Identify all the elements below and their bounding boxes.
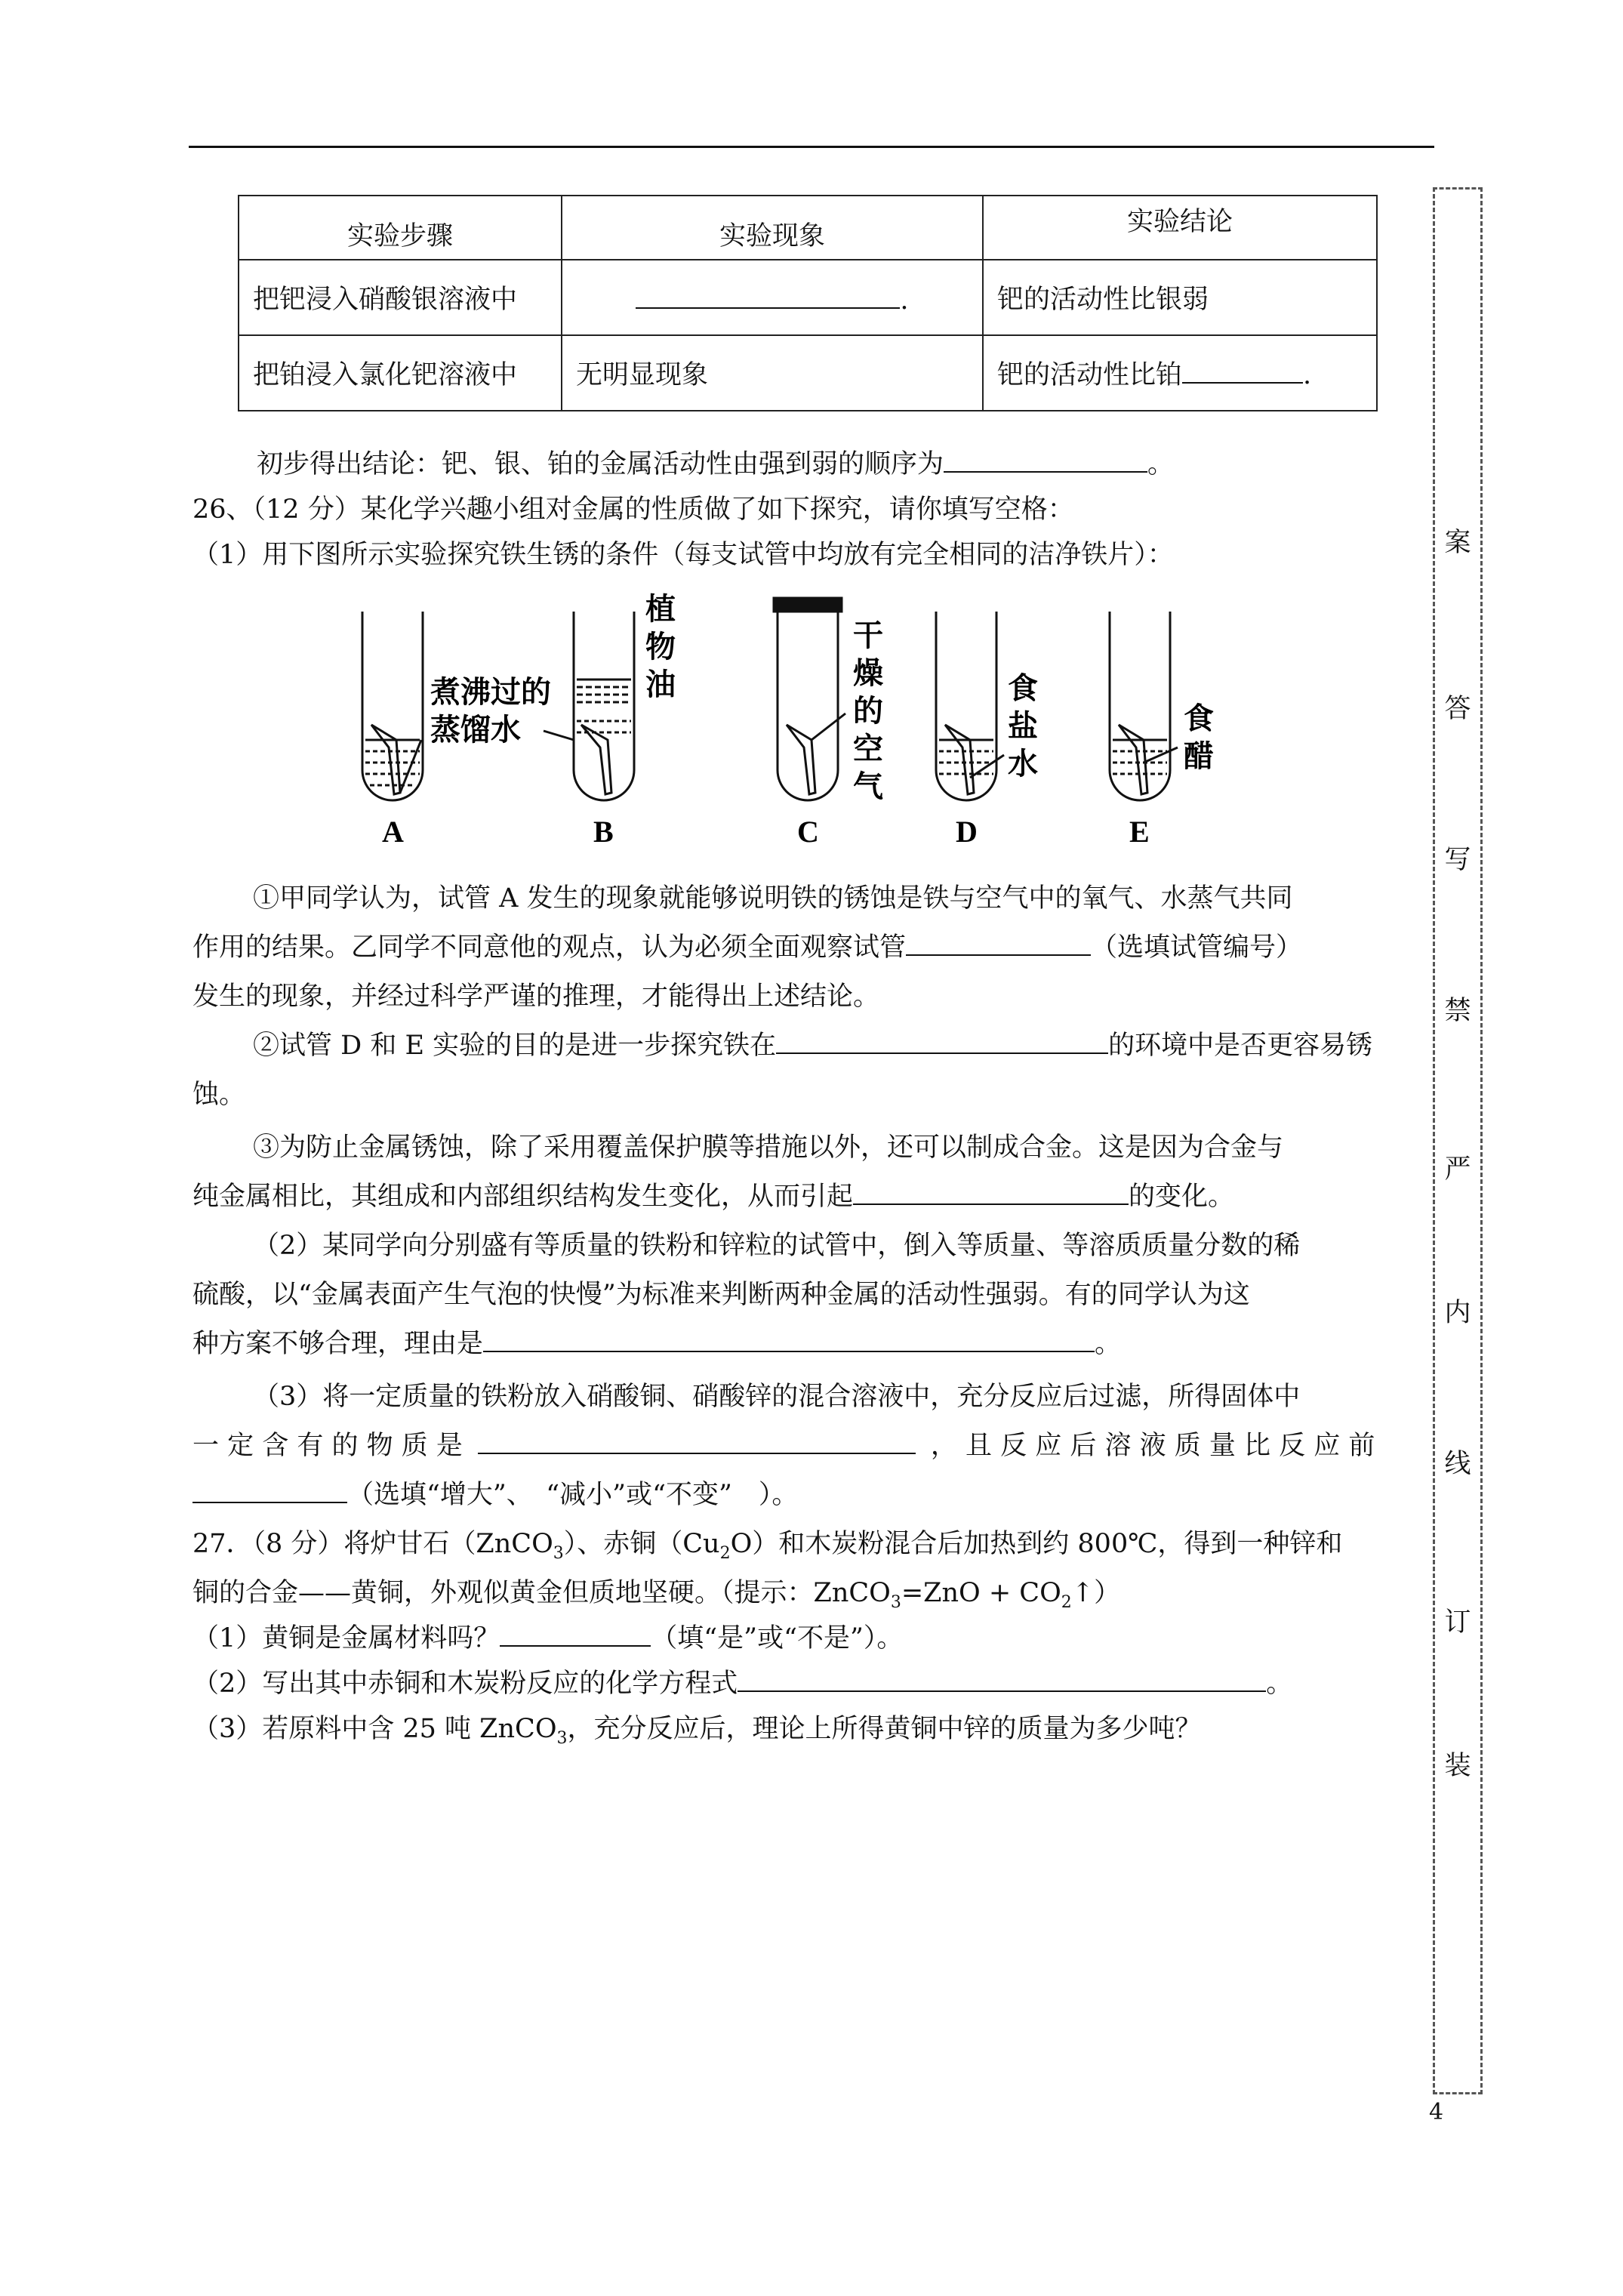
svg-text:水: 水	[1008, 747, 1038, 781]
svg-text:盐: 盐	[1008, 709, 1038, 744]
q26-s2-line1: ②试管 D 和 E 实验的目的是进一步探究铁在 的环境中是否更容易锈	[253, 1023, 1372, 1068]
q26-p3-line2: 一 定 含 有 的 物 质 是 ， 且 反 应 后 溶 液 质 量 比 反 应 前	[192, 1423, 1375, 1469]
q26-s1-line2: 作用的结果。乙同学不同意他的观点，认为必须全面观察试管 （选填试管编号）	[192, 925, 1302, 970]
table-cell: 钯的活动性比铂 .	[983, 335, 1377, 411]
tube-e	[1110, 612, 1178, 800]
binding-char: 内	[1444, 1298, 1471, 1328]
table-header: 实验结论	[983, 196, 1377, 260]
binding-char: 答	[1444, 694, 1471, 724]
tube-letter-a: A	[382, 815, 404, 849]
binding-char: 案	[1444, 528, 1471, 558]
tube-d	[936, 612, 1004, 800]
binding-char: 订	[1444, 1607, 1471, 1638]
q26-p2-line3: 种方案不够合理，理由是 。	[192, 1321, 1121, 1367]
table-cell: 钯的活动性比银弱	[983, 260, 1377, 335]
table-cell: 无明显现象	[562, 335, 983, 411]
table-cell: 把钯浸入硝酸银溶液中	[239, 260, 562, 335]
table-header: 实验步骤	[239, 196, 562, 260]
table-header: 实验现象	[562, 196, 983, 260]
q27-q1: （1）黄铜是金属材料吗？ （填“是”或“不是”）。	[192, 1616, 903, 1661]
tube-a-label-2: 蒸馏水	[430, 713, 521, 747]
tube-a	[362, 612, 423, 800]
header-rule	[189, 146, 1434, 148]
q26-s3-line1: ③为防止金属锈蚀，除了采用覆盖保护膜等措施以外，还可以制成合金。这是因为合金与	[253, 1133, 1284, 1163]
svg-text:醋: 醋	[1184, 739, 1214, 774]
table-cell: 把铂浸入氯化钯溶液中	[239, 335, 562, 411]
q26-title: 26、（12 分）某化学兴趣小组对金属的性质做了如下探究，请你填写空格：	[192, 495, 1074, 525]
tube-c	[774, 598, 845, 800]
binding-strip	[1433, 187, 1483, 2094]
tube-a-label-1: 煮沸过的	[430, 675, 551, 710]
svg-text:油: 油	[645, 667, 676, 702]
q27-line1: 27．（8 分）将炉甘石（ZnCO$_3$）、赤铜$(Cu_2O)$和木炭粉混合后加热到约 800℃，得到一种锌和	[192, 1529, 1343, 1563]
conclusion-line: 初步得出结论：钯、银、铂的金属活动性由强到弱的顺序为 。	[257, 442, 1174, 487]
svg-text:气: 气	[853, 769, 883, 804]
q27-q3: （3）若原料中含 25 吨 ZnCO$_3$，充分反应后，理论上所得黄铜中锌的质量为多少吨？	[192, 1714, 1202, 1748]
binding-char: 严	[1444, 1154, 1471, 1185]
binding-char: 装	[1444, 1751, 1471, 1781]
q26-part1-intro: （1）用下图所示实验探究铁生锈的条件（每支试管中均放有完全相同的洁净铁片）：	[192, 540, 1174, 570]
tube-letter-c: C	[797, 815, 819, 849]
tube-letter-e: E	[1129, 815, 1150, 849]
q26-p3-line3: （选填“增大”、 “减小”或“不变” ）。	[192, 1472, 798, 1518]
q27-line2: 铜的合金——黄铜，外观似黄金但质地坚硬。（提示：ZnCO$_3$=ZnO + $CO_2↑$）	[192, 1578, 1121, 1612]
svg-text:物: 物	[645, 630, 676, 664]
q26-p2-line2: 硫酸，以“金属表面产生气泡的快慢”为标准来判断两种金属的活动性强弱。有的同学认为这	[192, 1280, 1250, 1310]
q26-s1-line3: 发生的现象，并经过科学严谨的推理，才能得出上述结论。	[192, 982, 880, 1012]
test-tube-diagram	[355, 589, 1261, 861]
q27-q2: （2）写出其中赤铜和木炭粉反应的化学方程式 。	[192, 1661, 1292, 1706]
binding-char: 写	[1444, 845, 1471, 875]
svg-text:燥: 燥	[853, 656, 883, 691]
binding-char: 线	[1444, 1449, 1471, 1479]
svg-text:食: 食	[1008, 671, 1038, 706]
q26-s3-line2: 纯金属相比，其组成和内部组织结构发生变化，从而引起 的变化。	[192, 1174, 1234, 1219]
tube-letter-d: D	[956, 815, 978, 849]
q26-s2-line2: 蚀。	[192, 1080, 246, 1110]
q26-p2-line1: （2）某同学向分别盛有等质量的铁粉和锌粒的试管中，倒入等质量、等溶质质量分数的稀	[253, 1231, 1301, 1261]
svg-text:干: 干	[853, 618, 883, 653]
q26-s1-line1: ①甲同学认为，试管 A 发生的现象就能够说明铁的锈蚀是铁与空气中的氧气、水蒸气共同	[253, 883, 1293, 914]
tube-letter-b: B	[593, 815, 614, 849]
svg-text:食: 食	[1184, 701, 1214, 736]
experiment-table	[238, 195, 1378, 411]
svg-text:的: 的	[853, 694, 883, 729]
table-cell: .	[562, 260, 983, 335]
q26-p3-line1: （3）将一定质量的铁粉放入硝酸铜、硝酸锌的混合溶液中，充分反应后过滤，所得固体中	[253, 1382, 1301, 1412]
svg-text:空: 空	[853, 732, 883, 766]
tube-b	[544, 612, 634, 800]
svg-text:植: 植	[645, 592, 676, 627]
binding-char: 禁	[1444, 996, 1471, 1026]
page-number: 4	[1429, 2099, 1444, 2125]
